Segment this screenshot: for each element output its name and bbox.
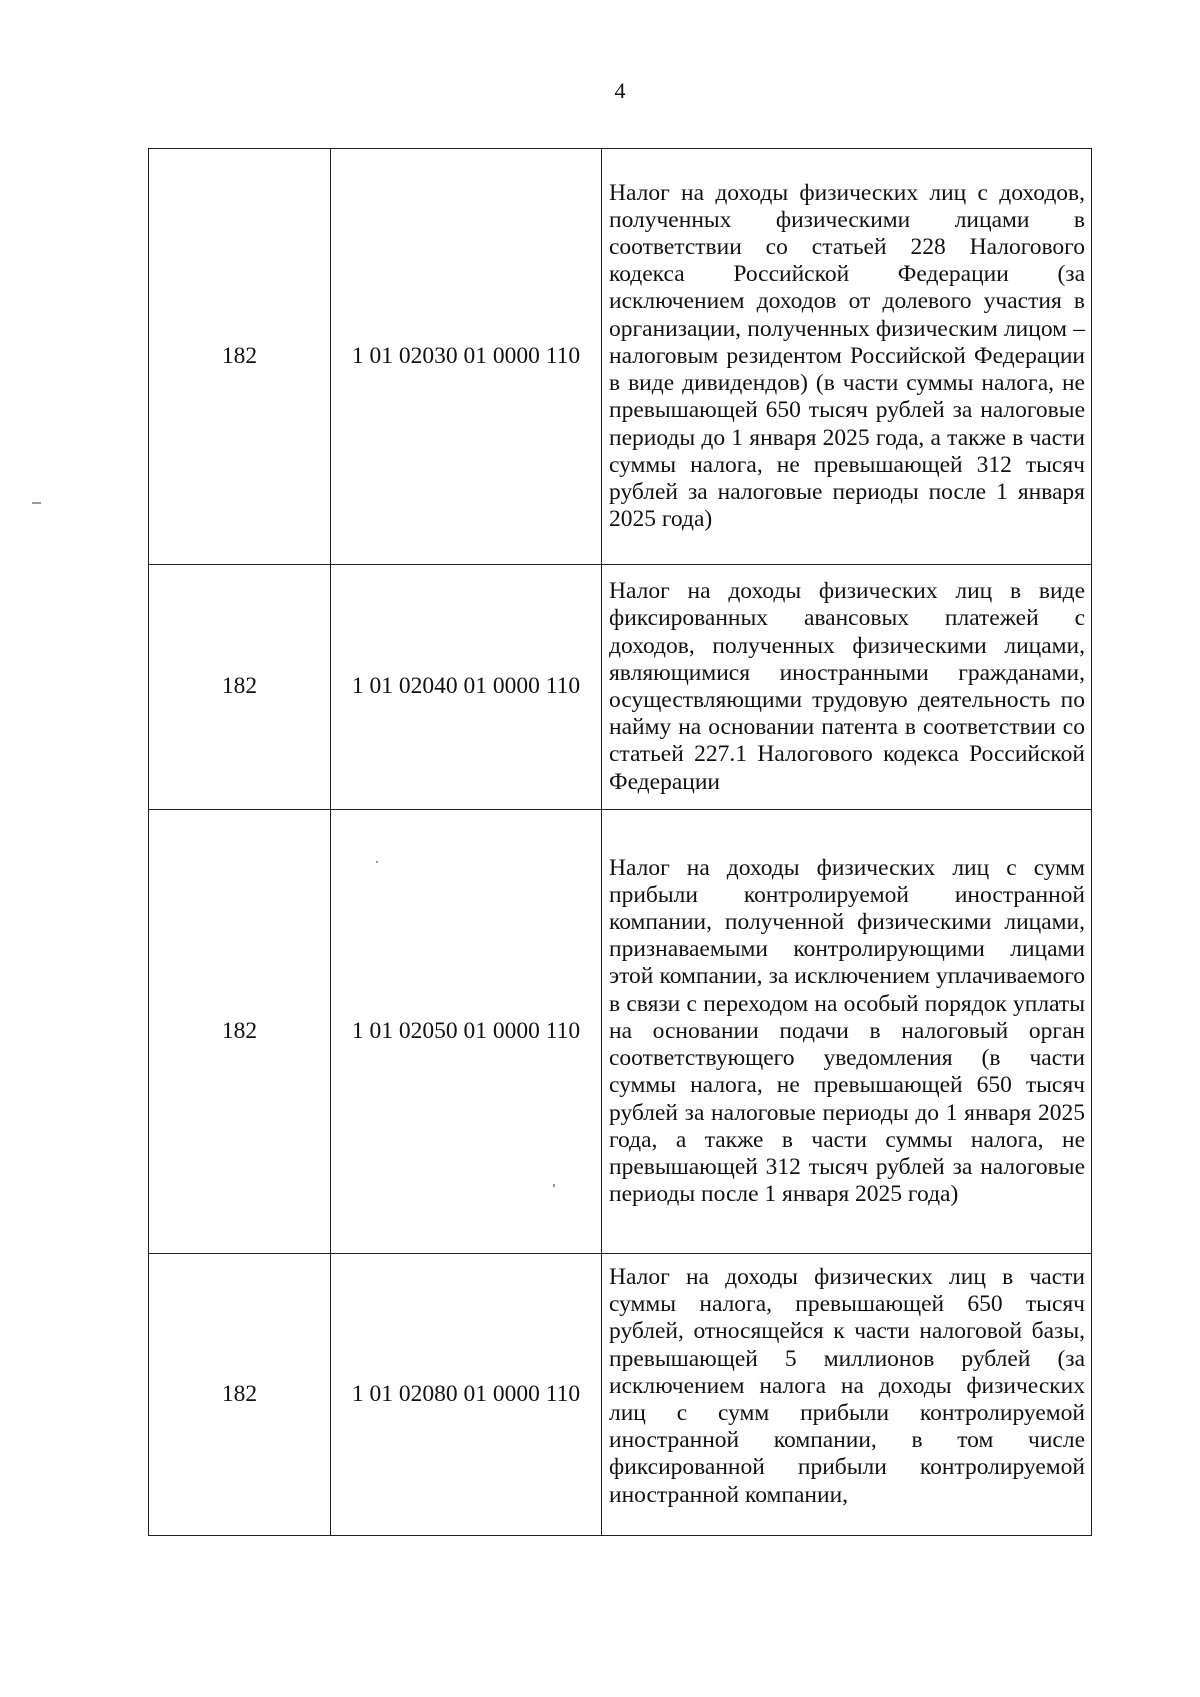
page-number: 4 bbox=[614, 78, 626, 103]
revenue-name-cell: Налог на доходы физических лиц с доходов, полученных физическими лицами в соответствии со статьей 228 Налогового кодекса Российской Федерации (за исключением доходов от долевого участия в организации, полученных физическим лицом – налоговым резидентом Российской Федерации в виде дивидендов) (в части суммы налога, не превышающей 650 тысяч рублей за налоговые периоды до 1 января 2025 года, а также в части суммы налога, не превышающей 312 тысяч рублей за налоговые периоды после 1 января 2025 года) bbox=[602, 149, 1092, 565]
budget-classification-code-cell: 1 01 02040 01 0000 110 bbox=[331, 565, 602, 810]
scan-speck bbox=[553, 1184, 555, 1187]
scan-speck bbox=[376, 861, 378, 863]
admin-code-cell: 182 bbox=[149, 810, 331, 1254]
budget-classification-code-cell: 1 01 02050 01 0000 110 bbox=[331, 810, 602, 1254]
table-row bbox=[149, 810, 1092, 1254]
revenue-name-cell: Налог на доходы физических лиц с сумм прибыли контролируемой иностранной компании, полученной физическими лицами, признаваемыми контролирующими лицами этой компании, за исключением уплачиваемого в связи с переходом на особый порядок уплаты на основании подачи в налоговый орган соответствующего уведомления (в части суммы налога, не превышающей 650 тысяч рублей за налоговые периоды до 1 января 2025 года, а также в части суммы налога, не превышающей 312 тысяч рублей за налоговые периоды после 1 января 2025 года) bbox=[602, 810, 1092, 1254]
budget-classification-code-cell: 1 01 02080 01 0000 110 bbox=[331, 1254, 602, 1536]
table-row bbox=[149, 565, 1092, 810]
admin-code-cell: 182 bbox=[149, 149, 331, 565]
budget-classification-code-cell: 1 01 02030 01 0000 110 bbox=[331, 149, 602, 565]
table-row bbox=[149, 149, 1092, 565]
revenue-name-cell: Налог на доходы физических лиц в части суммы налога, превышающей 650 тысяч рублей, относящейся к части налоговой базы, превышающей 5 миллионов рублей (за исключением налога на доходы физических лиц с сумм прибыли контролируемой иностранной компании, в том числе фиксированной прибыли контролируемой иностранной компании, bbox=[602, 1254, 1092, 1536]
admin-code-cell: 182 bbox=[149, 1254, 331, 1536]
table-row bbox=[149, 1254, 1092, 1536]
scan-speck bbox=[32, 502, 41, 504]
admin-code-cell: 182 bbox=[149, 565, 331, 810]
revenue-codes-table bbox=[148, 148, 1092, 1536]
revenue-name-cell: Налог на доходы физических лиц в виде фиксированных авансовых платежей с доходов, полученных физическими лицами, являющимися иностранными гражданами, осуществляющими трудовую деятельность по найму на основании патента в соответствии со статьей 227.1 Налогового кодекса Российской Федерации bbox=[602, 565, 1092, 810]
